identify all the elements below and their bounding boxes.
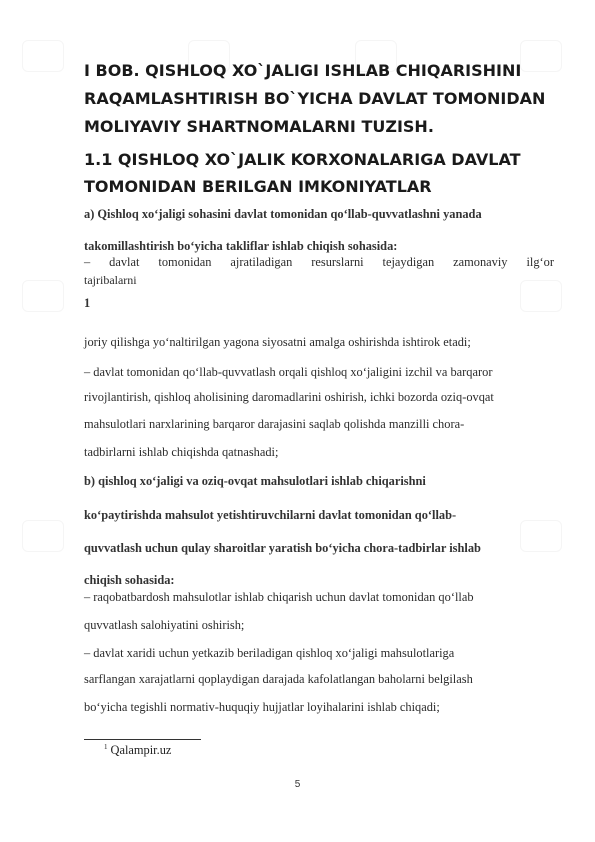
paragraph-line: – davlat tomonidan qo‘llab-quvvatlash orqali qishloq xo‘jaligini izchil va barqaror [84,365,493,379]
paragraph-line: joriy qilishga yo‘naltirilgan yagona siyosatni amalga oshirishda ishtirok etadi; [84,335,471,349]
paragraph-line: sarflangan xarajatlarni qoplaydigan darajada kafolatlangan baholarni belgilash [84,672,473,686]
section-b-title: chiqish sohasida: [84,573,175,587]
section-b-title: ko‘paytirishda mahsulot yetishtiruvchilarni davlat tomonidan qo‘llab- [84,508,457,522]
chapter-heading-line: MOLIYAVIY SHARTNOMALARNI TUZISH. [84,117,434,136]
section-b-title: quvvatlash uchun qulay sharoitlar yaratish bo‘yicha chora-tadbirlar ishlab [84,541,481,555]
chapter-heading-line: RAQAMLASHTIRISH BO`YICHA DAVLAT TOMONIDAN [84,89,546,108]
paragraph-line: mahsulotlari narxlarining barqaror darajasini saqlab qolishda manzilli chora- [84,417,465,431]
paragraph-line: rivojlantirish, qishloq aholisining daromadlarini oshirish, ichki bozorda oziq-ovqat [84,390,494,404]
footnote [104,743,171,758]
section-a-title: takomillashtirish bo‘yicha takliflar ishlab chiqish sohasida: [84,239,398,253]
watermark-mark [22,280,64,312]
section-heading-line: TOMONIDAN BERILGAN IMKONIYATLAR [84,177,432,196]
footnote-marker: 1 [104,743,108,751]
paragraph-line: – davlat tomonidan ajratiladigan resurslarni tejaydigan zamonaviy ilg‘or [84,255,554,269]
section-a-title: a) Qishloq xo‘jaligi sohasini davlat tomonidan qo‘llab-quvvatlashni yanada [84,207,482,221]
watermark-mark [22,520,64,552]
chapter-heading-line: I BOB. QISHLOQ XO`JALIGI ISHLAB CHIQARISHINI [84,61,522,80]
paragraph-line: – raqobatbardosh mahsulotlar ishlab chiqarish uchun davlat tomonidan qo‘llab [84,590,474,604]
watermark-mark [22,40,64,72]
paragraph-line: tajribalarni [84,273,137,287]
section-heading-line: 1.1 QISHLOQ XO`JALIK KORXONALARIGA DAVLAT [84,150,521,169]
page-number: 5 [294,779,301,790]
section-b-title: b) qishloq xo‘jaligi va oziq-ovqat mahsulotlari ishlab chiqarishni [84,474,426,488]
footnote-separator [84,739,201,740]
paragraph-line: – davlat xaridi uchun yetkazib beriladigan qishloq xo‘jaligi mahsulotlariga [84,646,455,660]
paragraph-line: quvvatlash salohiyatini oshirish; [84,618,245,632]
footnote-text: Qalampir.uz [110,743,172,757]
footnote-reference: 1 [84,296,91,310]
paragraph-line: bo‘yicha tegishli normativ-huquqiy hujjatlar loyihalarini ishlab chiqadi; [84,700,440,714]
paragraph-line: tadbirlarni ishlab chiqishda qatnashadi; [84,445,279,459]
